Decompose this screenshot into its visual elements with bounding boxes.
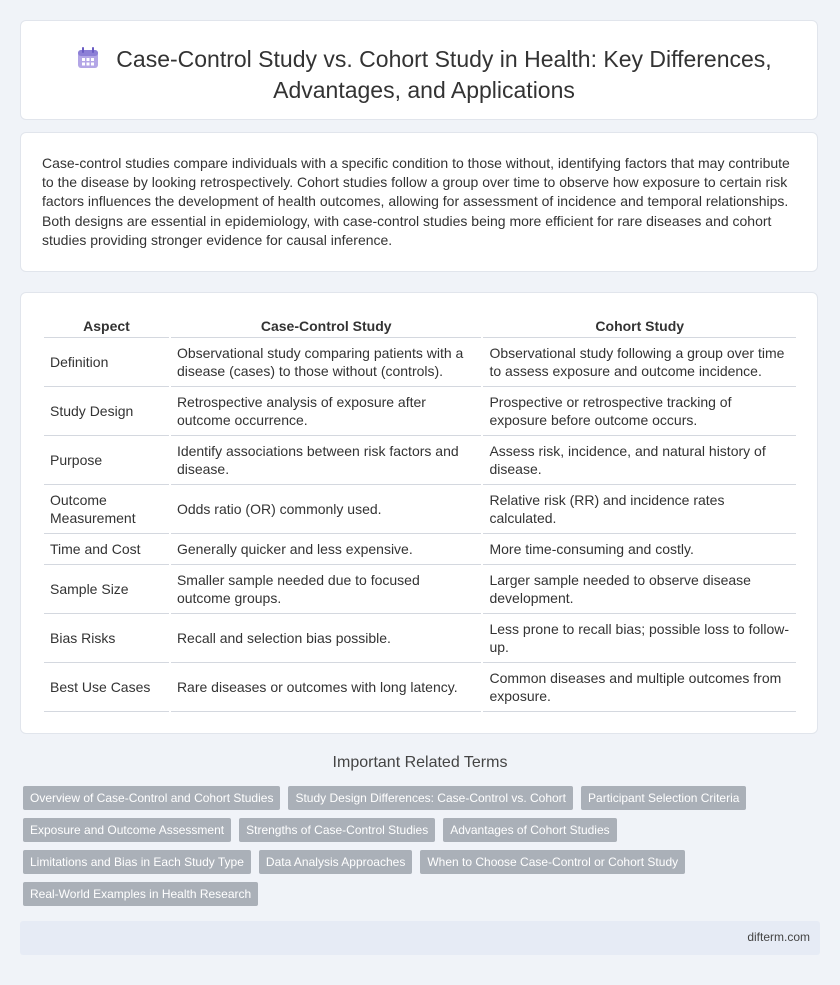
comparison-table	[42, 314, 798, 712]
cell-case-control: Rare diseases or outcomes with long latency.	[171, 663, 482, 712]
related-term-tag[interactable]: Data Analysis Approaches	[259, 850, 412, 874]
cell-aspect: Best Use Cases	[44, 663, 169, 712]
cell-aspect: Study Design	[44, 387, 169, 436]
header-case-control: Case-Control Study	[171, 314, 482, 338]
table-row	[44, 614, 796, 663]
cell-cohort: Prospective or retrospective tracking of exposure before outcome occurs.	[483, 387, 796, 436]
table-row	[44, 565, 796, 614]
cell-cohort: Less prone to recall bias; possible loss to follow-up.	[483, 614, 796, 663]
table-row	[44, 534, 796, 565]
cell-aspect: Purpose	[44, 436, 169, 485]
related-term-tag[interactable]: Strengths of Case-Control Studies	[239, 818, 435, 842]
table-row	[44, 485, 796, 534]
related-term-tag[interactable]: Exposure and Outcome Assessment	[23, 818, 231, 842]
cell-cohort: More time-consuming and costly.	[483, 534, 796, 565]
related-terms-heading: Important Related Terms	[332, 754, 508, 771]
title-card	[20, 20, 818, 120]
related-term-tag[interactable]: Real-World Examples in Health Research	[23, 882, 258, 906]
cell-aspect: Time and Cost	[44, 534, 169, 565]
cell-case-control: Odds ratio (OR) commonly used.	[171, 485, 482, 534]
table-row	[44, 663, 796, 712]
cell-cohort: Larger sample needed to observe disease development.	[483, 565, 796, 614]
cell-cohort: Assess risk, incidence, and natural history of disease.	[483, 436, 796, 485]
header-cohort: Cohort Study	[483, 314, 796, 338]
table-header-row	[44, 314, 796, 338]
cell-cohort: Observational study following a group over time to assess exposure and outcome incidence.	[483, 338, 796, 387]
cell-case-control: Recall and selection bias possible.	[171, 614, 482, 663]
page-title	[61, 45, 787, 104]
table-row	[44, 338, 796, 387]
cell-case-control: Observational study comparing patients with a disease (cases) to those without (controls).	[171, 338, 482, 387]
page-title-text: Case-Control Study vs. Cohort Study in Health: Key Differences, Advantages, and Applications	[116, 46, 772, 103]
cell-cohort: Common diseases and multiple outcomes from exposure.	[483, 663, 796, 712]
header-aspect: Aspect	[44, 314, 169, 338]
table-row	[44, 387, 796, 436]
related-term-tag[interactable]: Advantages of Cohort Studies	[443, 818, 616, 842]
related-term-tag[interactable]: When to Choose Case-Control or Cohort Study	[420, 850, 685, 874]
comparison-table-card	[20, 292, 818, 734]
cell-aspect: Sample Size	[44, 565, 169, 614]
table-row	[44, 436, 796, 485]
cell-aspect: Definition	[44, 338, 169, 387]
related-term-tag[interactable]: Overview of Case-Control and Cohort Studies	[23, 786, 280, 810]
cell-aspect: Outcome Measurement	[44, 485, 169, 534]
footer-site-link[interactable]: difterm.com	[747, 930, 810, 944]
related-term-tag[interactable]: Study Design Differences: Case-Control vs. Cohort	[288, 786, 573, 810]
cell-case-control: Identify associations between risk factors and disease.	[171, 436, 482, 485]
calendar-icon	[76, 46, 100, 76]
related-terms-list	[23, 786, 823, 906]
cell-aspect: Bias Risks	[44, 614, 169, 663]
cell-case-control: Generally quicker and less expensive.	[171, 534, 482, 565]
cell-cohort: Relative risk (RR) and incidence rates calculated.	[483, 485, 796, 534]
intro-card	[20, 132, 818, 272]
cell-case-control: Smaller sample needed due to focused outcome groups.	[171, 565, 482, 614]
related-term-tag[interactable]: Participant Selection Criteria	[581, 786, 746, 810]
cell-case-control: Retrospective analysis of exposure after outcome occurrence.	[171, 387, 482, 436]
related-term-tag[interactable]: Limitations and Bias in Each Study Type	[23, 850, 251, 874]
footer	[20, 921, 820, 955]
intro-paragraph: Case-control studies compare individuals with a specific condition to those without, identifying factors that may contribute to the disease by looking retrospectively. Cohort studies follow a group over time to observe how exposure to certain risk factors influences the development of health outcomes, allowing for assessment of incidence and temporal relationships. Both designs are essential in epidemiology, with case-control studies being more efficient for rare diseases and cohort studies providing stronger evidence for causal inference.	[42, 155, 790, 248]
